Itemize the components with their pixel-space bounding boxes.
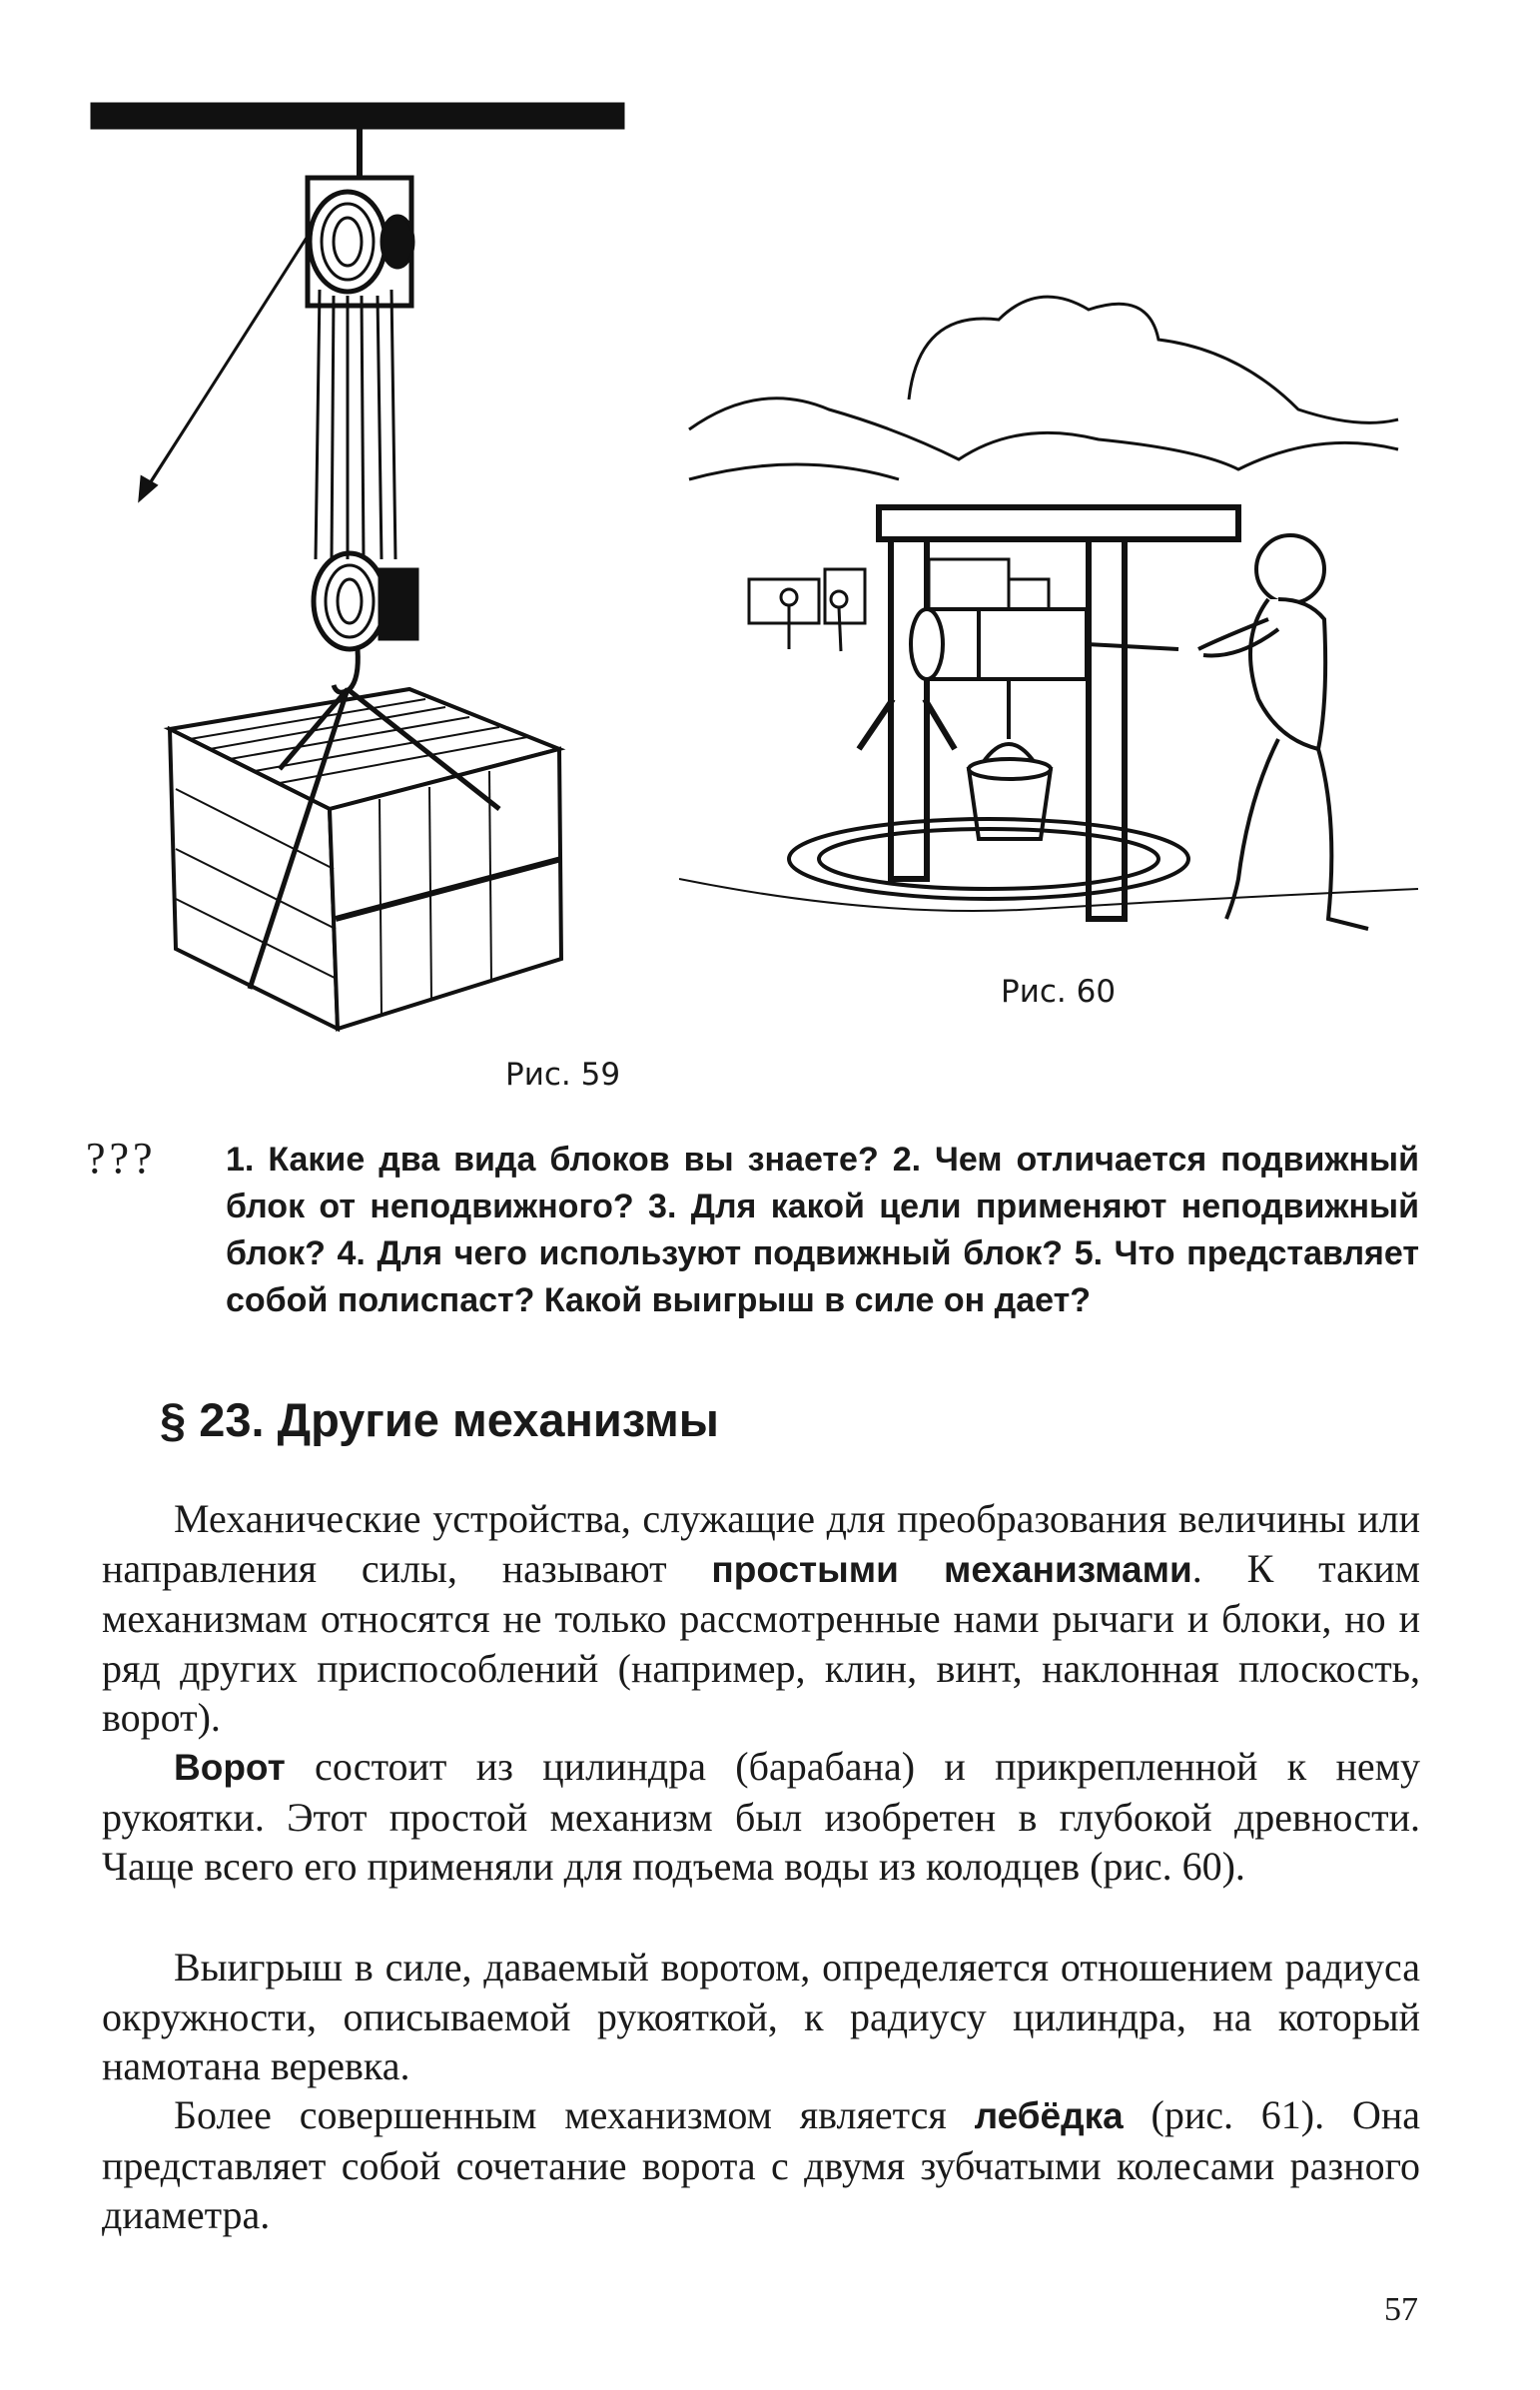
section-title: § 23. Другие механизмы xyxy=(160,1393,719,1446)
figure-59-pulley-crate xyxy=(80,90,639,1069)
review-questions: 1. Какие два вида блоков вы знаете? 2. Чем отличается подвижный блок от неподвижного? 3. Для какой цели применяют неподвижный блок? 4. Для чего используют подвижный блок? 5. Что представляет собой полиспаст? Какой выигрыш в силе он дает? xyxy=(226,1141,1419,1319)
term-winch: лебёдка xyxy=(974,2095,1124,2136)
paragraph-windlass: Ворот состоит из цилиндра (барабана) и прикрепленной к нему рукоятки. Этот простой механизм был изобретен в глубокой древности. Чаще всего его применяли для подъема воды из колодцев (рис. 60). xyxy=(102,1744,1420,1889)
term-simple-mechanisms: простыми механизмами xyxy=(711,1548,1192,1590)
wooden-crate xyxy=(170,689,561,1029)
distant-people xyxy=(781,589,847,651)
term-windlass: Ворот xyxy=(174,1747,286,1788)
questions-marker: ??? xyxy=(86,1134,157,1183)
well-ring xyxy=(789,819,1188,899)
man-turning-crank xyxy=(1198,535,1368,929)
figure-60-caption: Рис. 60 xyxy=(1001,974,1117,1010)
lower-pulley-block xyxy=(314,553,417,692)
ceiling-beam xyxy=(92,104,623,128)
figure-59-caption: Рис. 59 xyxy=(505,1057,621,1093)
upper-pulley-block xyxy=(308,178,413,306)
well-frame xyxy=(859,507,1238,919)
pulley-ropes xyxy=(316,290,395,559)
paragraph-winch: Более совершенным механизмом является лебёдка (рис. 61). Она представляет собой сочетание ворота с двумя зубчатыми колесами разного диаметра. xyxy=(102,2092,1420,2237)
distant-mountains xyxy=(689,398,1398,469)
bucket xyxy=(969,679,1051,839)
sky-clouds xyxy=(909,297,1398,422)
page-number: 57 xyxy=(1384,2291,1418,2328)
windlass-drum xyxy=(911,609,1178,679)
figure-60-well-windlass xyxy=(679,280,1418,959)
paragraph-simple-mechanisms: Механические устройства, служащие для преобразования величины или направления силы, называют простыми механизмами. К таким механизмам относятся не только рассмотренные нами рычаги и блоки, но и ряд других приспособлений (например, клин, винт, наклонная плоскость, ворот). xyxy=(102,1496,1420,1740)
paragraph-force-gain: Выигрыш в силе, даваемый воротом, определяется отношением радиуса окружности, описываемой рукояткой, к радиусу цилиндра, на который намотана веревка. xyxy=(102,1945,1420,2088)
pull-rope-arrow xyxy=(140,230,312,499)
